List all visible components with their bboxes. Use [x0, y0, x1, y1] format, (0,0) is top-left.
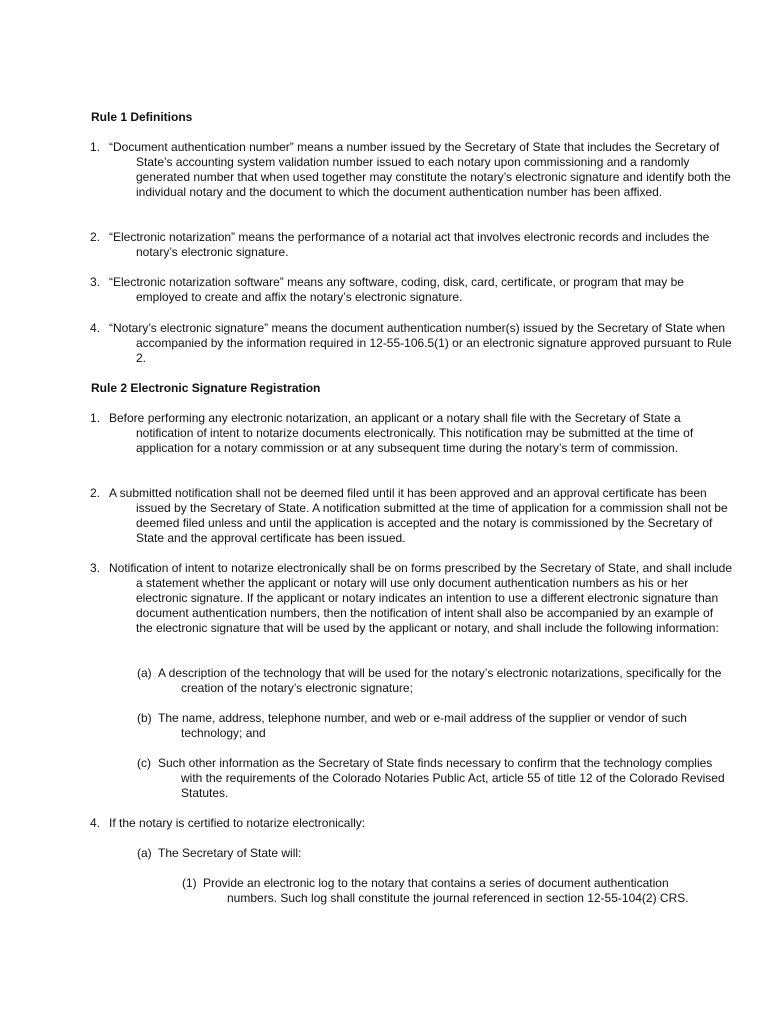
- rule-2-subitem-c: [137, 756, 725, 801]
- item-number: 3.: [90, 561, 101, 575]
- subitem-text: Such other information as the Secretary of State finds necessary to confirm that the technology complies with the requirements of the Colorado Notaries Public Act, article 55 of title 12 of the Colorado Revised Statutes.: [158, 756, 725, 800]
- rule-1-item-3: [90, 275, 732, 305]
- rule-2-item-4-a-1: [182, 876, 689, 906]
- item-text: “Notary’s electronic signature” means the document authentication number(s) issued by the Secretary of State when accompanied by the information required in 12-55-106.5(1) or an electronic signature approved pursuant to Rule 2.: [109, 321, 732, 365]
- item-text: Before performing any electronic notarization, an applicant or a notary shall file with the Secretary of State a notification of intent to notarize documents electronically. This notification may be submitted at the time of application for a notary commission or at any subsequent time during the notary’s term of commission.: [109, 411, 694, 455]
- rule-2-item-2: [90, 486, 732, 546]
- item-number: 4.: [90, 321, 101, 335]
- rule-2-item-4-a: [137, 846, 725, 861]
- item-text: Notification of intent to notarize electronically shall be on forms prescribed by the Secretary of State, and shall include a statement whether the applicant or notary will use only document authentication numbers as his or her electronic signature. If the applicant or notary indicates an intention to use a different electronic signature than document authentication numbers, then the notification of intent shall also be accompanied by an example of the electronic signature that will be used by the applicant or notary, and shall include the following information:: [109, 561, 732, 635]
- item-text: A submitted notification shall not be deemed filed until it has been approved and an approval certificate has been issued by the Secretary of State. A notification submitted at the time of application for a commission shall not be deemed filed unless and until the application is accepted and the notary is commissioned by the Secretary of State and the approval certificate has been issued.: [109, 486, 728, 545]
- item-number: 2.: [90, 230, 101, 244]
- rule-1-item-4: [90, 321, 732, 366]
- item-text: “Document authentication number” means a number issued by the Secretary of State that includes the Secretary of State’s accounting system validation number issued to each notary upon commissioning and a randomly generated number that when used together may constitute the notary’s electronic signature and identify both the individual notary and the document to which the document authentication number has been affixed.: [109, 140, 731, 199]
- rule-2-item-3: [90, 561, 732, 636]
- subitem-text: A description of the technology that will be used for the notary’s electronic notarizations, specifically for the creation of the notary’s electronic signature;: [158, 666, 722, 695]
- item-number: 1.: [90, 140, 101, 154]
- subitem-label: (1): [182, 876, 197, 890]
- item-number: 4.: [90, 816, 101, 830]
- rule-1-heading: Rule 1 Definitions: [91, 110, 193, 124]
- subitem-label: (b): [137, 711, 152, 725]
- rule-2-item-4: [90, 816, 732, 831]
- subitem-label: (a): [137, 666, 152, 680]
- rule-2-subitem-b: [137, 711, 725, 741]
- item-number: 1.: [90, 411, 101, 425]
- subitem-label: (a): [137, 846, 152, 860]
- subitem-text: The Secretary of State will:: [158, 846, 302, 860]
- rule-2-subitem-a: [137, 666, 725, 696]
- rule-1-item-2: [90, 230, 732, 260]
- item-text: “Electronic notarization software” means any software, coding, disk, card, certificate, or program that may be employed to create and affix the notary’s electronic signature.: [109, 275, 684, 304]
- item-number: 2.: [90, 486, 101, 500]
- subitem-label: (c): [137, 756, 151, 770]
- rule-1-item-1: [90, 140, 732, 200]
- item-number: 3.: [90, 275, 101, 289]
- subitem-text: Provide an electronic log to the notary that contains a series of document authentication numbers. Such log shall constitute the journal referenced in section 12-55-104(2) CRS.: [203, 876, 689, 905]
- rule-2-item-1: [90, 411, 732, 456]
- item-text: “Electronic notarization” means the performance of a notarial act that involves electronic records and includes the notary’s electronic signature.: [109, 230, 710, 259]
- rule-2-heading: Rule 2 Electronic Signature Registration: [91, 381, 321, 395]
- subitem-text: The name, address, telephone number, and web or e-mail address of the supplier or vendor of such technology; and: [158, 711, 687, 740]
- item-text: If the notary is certified to notarize electronically:: [109, 816, 366, 830]
